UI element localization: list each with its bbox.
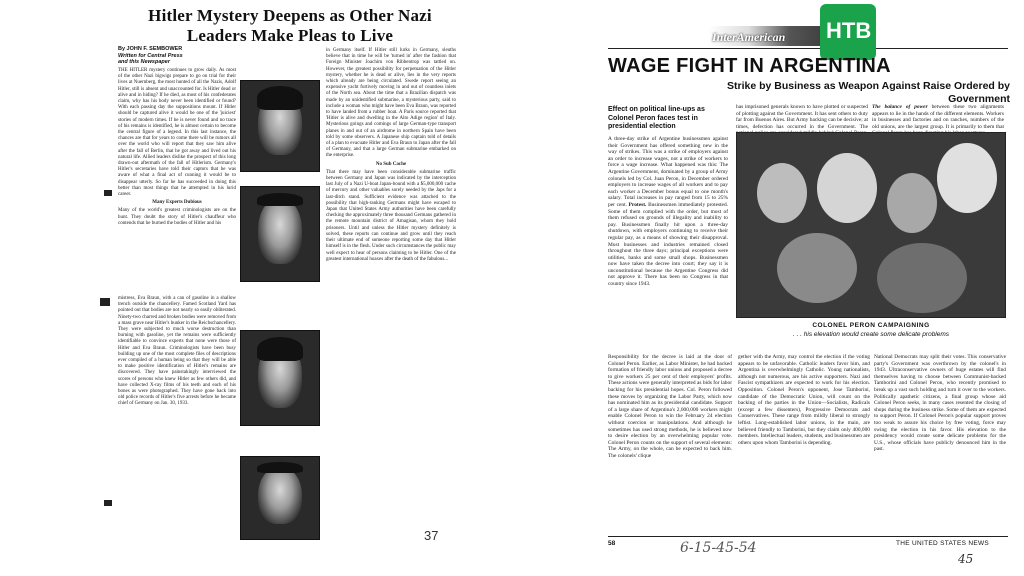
- right-column-bottom-3: [874, 354, 1006, 530]
- left-col2-text: mistress, Eva Braun, with a can of gasoline in a shallow trench outside the chancellery. Famed Scotland Yard has pointed out that bodies are not nearly so easily obliterated. Ninety-two charred and broken bodies were removed from a mass grave near Hitler's bunker in the Reichschancellery. They were subjected to much worse destruction than burning with gasoline, yet the remains were sufficiently identifiable to convince experts that none were those of Hitler and Eva Braun. Criminologists have been busy building up one of the most complete files of descriptions ever compiled of a human being so that they will be able to make positive identification of Hitler's remains are discovered. They have painstakingly interviewed the scores of persons who knew Hitler as few others did, and have collected X-ray films of his teeth and each of his bones as were photographed. They have gone back into old police records of Hitler's five arrests before he became chief of Germany on Jan. 30, 1933.: [118, 296, 236, 407]
- right-headline: WAGE FIGHT IN ARGENTINA: [608, 55, 891, 77]
- portrait-face: [258, 467, 302, 524]
- left-byline: [118, 46, 238, 66]
- punch-hole-mark: [104, 500, 112, 506]
- footer-publication: THE UNITED STATES NEWS: [896, 540, 990, 547]
- portrait-face: [258, 198, 302, 264]
- byline-note-1: Written for Central Press: [118, 52, 183, 59]
- handwritten-note: 6-15-45-54: [680, 540, 757, 556]
- ntv-logo-text: НТВ: [826, 18, 872, 43]
- right-bottom1-text: Responsibility for the decree is laid at the door of Colonel Peron. Earlier, as Labor Minister, he had backed formation of friendly labor unions and proposed a decree to give workers 25 per cent of their employers' profits. These actions were generally interpreted as bids for labor backing for his presidential hopes. Col. Peron followed these moves by organizing the Labor Party, which now has nominated him as its presidential candidate. Support of a large share of Argentina's 2,000,000 workers might enable Colonel Peron to win the February 24 election without coercion or manipulations. And although he sometimes has used strong methods, he is believed now to desire election by an overwhelming popular vote. Colonel Peron counts on the support of several elements: The Army, on the whole, can be expected to back him. The colonels' clique: [608, 354, 732, 459]
- portrait-photo-3: [240, 330, 320, 426]
- left-col1-text2: Many of the world's greatest criminologists are on the hunt. They doubt the story of Hitler's chauffeur who contends that he burned the bodies of Hitler and his: [118, 208, 236, 226]
- magazine-header-text: InterAmerican: [712, 30, 786, 44]
- right-bottom3-text: National Democrats may split their votes. This conservative party's Government was overthrown by the colonel's in 1943. Ultraconservative owners of huge estates will find themselves having to choose between Communist-backed Tamborini and Colonel Peron, who recently promised to break up a vast such holding and turn it over to the workers. Politically apathetic citizens, a final group whose aid Colonel Peron seeks, in many cases resented the closing of shops during the business strike. Some of them are expected to support Peron. If Colonel Peron's popular support proves too weak to assure his choice by free voting, force may swing the election in his favor. His elevation to the presidency would create some delicate problems for the U.S., whose officials have publicly denounced him in the past.: [874, 354, 1006, 453]
- right-column-1: [608, 136, 728, 350]
- left-col3-subhead: No Sub Cache: [375, 161, 407, 167]
- right-column-3-top: [872, 104, 1004, 130]
- right-col3-top-subhead: The balance of power: [872, 104, 928, 110]
- photo-figure: [777, 233, 857, 303]
- portrait-hair: [257, 193, 304, 206]
- right-col2-top-text: has imprisoned generals known to have plotted or suspected of plotting against the Government. It has sent others to duty far from Buenos Aires. But Army backing can be decisive; at times, defection has occurred in the Government.: [736, 104, 868, 130]
- byline-author: By JOHN F. SEMBOWER: [118, 46, 183, 52]
- punch-hole-mark: [100, 298, 110, 306]
- left-page-number: 37: [424, 528, 439, 543]
- right-kicker: Effect on political line-ups as Colonel Peron faces test in presidential election: [608, 106, 705, 130]
- photo-figure: [757, 163, 807, 223]
- right-bottom2-text: gether with the Army, may control the election if the voting appears to be unfavorable. Catholic leaders favor him, and Argentina is overwhelmingly Catholic. Young nationalists, although not numerous, are his active supporters. Nazi and Fascist sympathizers are expected to work for his election. Opposition. Colonel Peron's opponent, Jose Tamborini, candidate of the Democratic Union, will count on the backing of the parties in the Union—Socialists, Radicals (except a few dissenters), Progressive Democrats and Conservatives. These range from mildly liberal to strongly leftist. Long-established labor unions, in the main, are believed friendly to Tamborini, but they claim only 400,000 members. Intellectual leaders, students, and businessmen are others upon whom Tamborini is depending.: [738, 354, 870, 446]
- photo-figure: [817, 153, 877, 223]
- portrait-photo-2: [240, 186, 320, 282]
- right-col1-text2: Businessmen immediately protested. Some of them complied with the order, but most of them refused on grounds of illegality and inability to pay. Businessmen finally hit upon a three-day shutdown, with employers continuing to receive their regular pay, as a means of showing their disapproval. Most businesses and industries remained closed throughout the three days; principal exceptions were utilities, banks and some small shops. Businessmen now have taken the decree into court; they say it is unconstitutional because the Argentine Congress did not approve it. There has been no Congress in that country since 1943.: [608, 201, 728, 288]
- right-page-number: 58: [608, 540, 616, 547]
- portrait-hair: [257, 86, 304, 109]
- campaign-photo: [736, 132, 1006, 318]
- left-column-2: [118, 296, 236, 536]
- punch-hole-mark: [104, 190, 112, 196]
- left-col1-text: THE HITLER mystery continues to grow daily. As most of the other Nazi bigwigs prepare to go on trial for their lives at Nuernberg, the most hunted of all the Nazis, Adolf Hitler, still is absent and unaccounted for. Is Hitler dead or alive and in hiding? If he died, as most of his confederates claim, why has his body never been identified or found? With each passing day the suppositions mount. If Hitler should be captured alive it would be one of the 'juiciest' stories of modern times. If he is never found and no trace of his remains is identified, he is almost certain to become the central figure of a legend. In this last instance, the chances are that for years to come there will be rumors all over the world who will report that they saw him alive after the fall of Berlin, that he got away and lived out his natural life. Allied leaders dislike the prospect of this long drawn-out aftermath of the fall of Hitlerism. Germany's Hitler's secretaries have told their captors that he was aware of what a final act of cunning it would be to disappear utterly. So far he has succeeded in doing this better than most things that he attempted in his lurid career.: [118, 68, 236, 198]
- footer-rule: [608, 536, 1008, 537]
- left-headline: Hitler Mystery Deepens as Other Nazi Leaders Make Pleas to Live: [148, 6, 432, 45]
- portrait-hair: [257, 337, 304, 361]
- photo-subcaption: . . . his elevation would create some delicate problems: [792, 331, 950, 338]
- left-clipping-page: [100, 0, 478, 572]
- right-column-bottom-2: [738, 354, 870, 530]
- right-col1-subhead: Protest.: [628, 201, 647, 208]
- left-column-1: [118, 68, 236, 293]
- portrait-hair: [257, 462, 304, 473]
- photo-figure: [877, 243, 967, 313]
- left-col1-subhead: Many Experts Dubious: [152, 200, 202, 206]
- right-col2-top-text2: The: [859, 123, 868, 130]
- portrait-photo-1: [240, 80, 320, 172]
- right-subhead: Strike by Business as Weapon Against Raise Ordered by Government: [726, 80, 1010, 105]
- header-rule: [608, 48, 1008, 49]
- photo-figure: [887, 173, 937, 233]
- byline-note-2: and this Newspaper: [118, 59, 170, 65]
- photo-figure: [937, 143, 997, 213]
- left-col3-text: in Germany itself. If Hitler still lurks in Germany, sleuths believe that in time he will be 'turned in' after the fashion that Foreign Minister Joachim von Ribbentrop was tattled on. However, the greatest possibility for perpetuation of the Hitler mystery, whether he is dead or alive, lies in the very reports which already are being circulated. Swede report seeing an expensive yacht furtively moving in and out of countless inlets of the North sea. About the time that a Brazilian dispatch was made by an unidentified submarine, a mysterious party, said to include a woman who might have been Eva Braun, was reported to have landed from a rubber boat. A Paris source reported that 'Hitler is alive and dwelling in the Alto Adige region' of Italy. Mysterious goings and comings of large German-type transport planes in and out of an airdrome in northern Spain have been told by some observers. A Japanese ship captain told of details of a plan to evacuate Hitler and Eva Braun to Japan after the fall of Germany, and that a large German submarine embarked on the enterprise.: [326, 48, 456, 159]
- right-column-2-top: [736, 104, 868, 130]
- right-col3-top-text: between these two alignments appears to lie in the hands of the different elements. Workers in businesses and factories and on ranches, numbers of the old unions, are the largest group. It is primarily to them that: [872, 104, 1004, 130]
- corner-number: 45: [958, 552, 974, 566]
- left-column-3: [326, 48, 456, 538]
- left-col3-text2: That there may have been considerable submarine traffic between Germany and Japan was indicated by the interception last July of a Nazi U-boat Japan-bound with a $5,000,000 cache of mercury and other valuables sorely needed by the Japs for a last-ditch stand. Sufficient evidence was attached to the possibility that high-ranking Germans might have escaped to Japan that United States Army authorities have been carefully checking the approximately three thousand Germans gathered in the remote mountain district of Amagisan, whom they hold prisoners. Until and unless the Hitler mystery definitely is solved, these reports can continue and grow until they reach their ultimate end of someone reporting some day that Hitler himself is in the flesh. Under such circumstances the public may well expect to hear of persons claiming to be Hitler. One of the greatest international hoaxes after the death of the fabulous...: [326, 169, 456, 262]
- portrait-photo-4: [240, 456, 320, 540]
- right-col1-text: A three-day strike of Argentine businessmen against their Government has offered something new in the way of strikes. This was a strike of employers against an order to increase wages, not a strike of workers to force a wage increase. What happened was this: The Argentine Government, dominated by a group of Army colonels led by Col. Juan Peron, in December ordered employers to increase wages of all workers and to pay each worker a December bonus equal to one month's salary. Total increases in pay ranged from 15 to 25% per cent.: [608, 136, 728, 208]
- photo-caption: COLONEL PERON CAMPAIGNING: [812, 322, 930, 329]
- right-column-bottom-1: [608, 354, 732, 530]
